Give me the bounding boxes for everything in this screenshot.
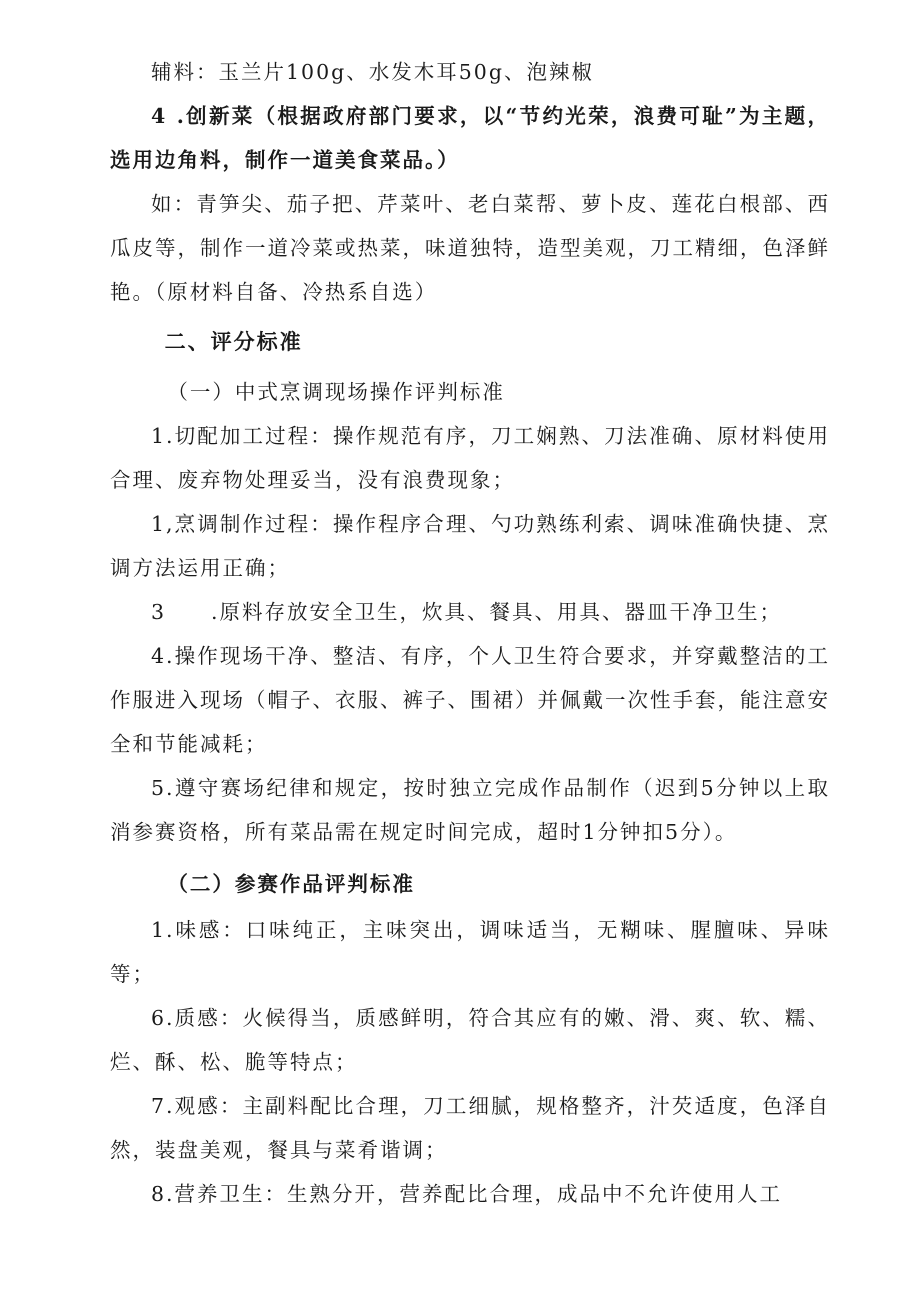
operation-item-1: 1.切配加工过程：操作规范有序，刀工娴熟、刀法准确、原材料使用合理、废弃物处理妥当，没有浪费现象；	[110, 424, 830, 492]
evaluation-item-1: 1.味感：口味纯正，主味突出，调味适当，无糊味、腥膻味、异味等；	[110, 918, 830, 986]
operation-item-3: 3 .原料存放安全卫生，炊具、餐具、用具、器皿干净卫生；	[151, 600, 783, 624]
innovative-dish-heading: 4 .创新菜（根据政府部门要求，以“节约光荣，浪费可耻”为主题，选用边角料，制作一道美食菜品。）	[110, 104, 830, 172]
aux-ingredients-paragraph: 辅料：玉兰片100g、水发木耳50g、泡辣椒	[151, 60, 594, 84]
evaluation-item-6: 6.质感：火候得当，质感鲜明，符合其应有的嫩、滑、爽、软、糯、烂、酥、松、脆等特点；	[110, 1006, 830, 1074]
subsection-title-onsite-operation: （一）中式烹调现场操作评判标准	[167, 380, 505, 404]
subsection-title-entry-evaluation: （二）参赛作品评判标准	[167, 872, 415, 896]
evaluation-item-7: 7.观感：主副料配比合理，刀工细腻，规格整齐，汁芡适度，色泽自然，装盘美观，餐具与菜肴谐调；	[110, 1094, 830, 1162]
section-title-scoring-standards: 二、评分标准	[164, 330, 303, 354]
operation-item-2: 1,烹调制作过程：操作程序合理、勺功熟练利索、调味准确快捷、烹调方法运用正确；	[110, 512, 830, 580]
evaluation-item-8: 8.营养卫生：生熟分开，营养配比合理，成品中不允许使用人工	[151, 1182, 783, 1206]
document-page	[110, 50, 830, 1216]
example-paragraph: 如：青笋尖、茄子把、芹菜叶、老白菜帮、萝卜皮、莲花白根部、西瓜皮等，制作一道冷菜或热菜，味道独特，造型美观，刀工精细，色泽鲜艳。（原材料自备、冷热系自选）	[110, 192, 830, 304]
operation-item-4: 4.操作现场干净、整洁、有序，个人卫生符合要求，并穿戴整洁的工作服进入现场（帽子、衣服、裤子、围裙）并佩戴一次性手套，能注意安全和节能减耗；	[110, 644, 830, 756]
operation-item-5: 5.遵守赛场纪律和规定，按时独立完成作品制作（迟到5分钟以上取消参赛资格，所有菜品需在规定时间完成，超时1分钟扣5分）。	[110, 776, 830, 844]
